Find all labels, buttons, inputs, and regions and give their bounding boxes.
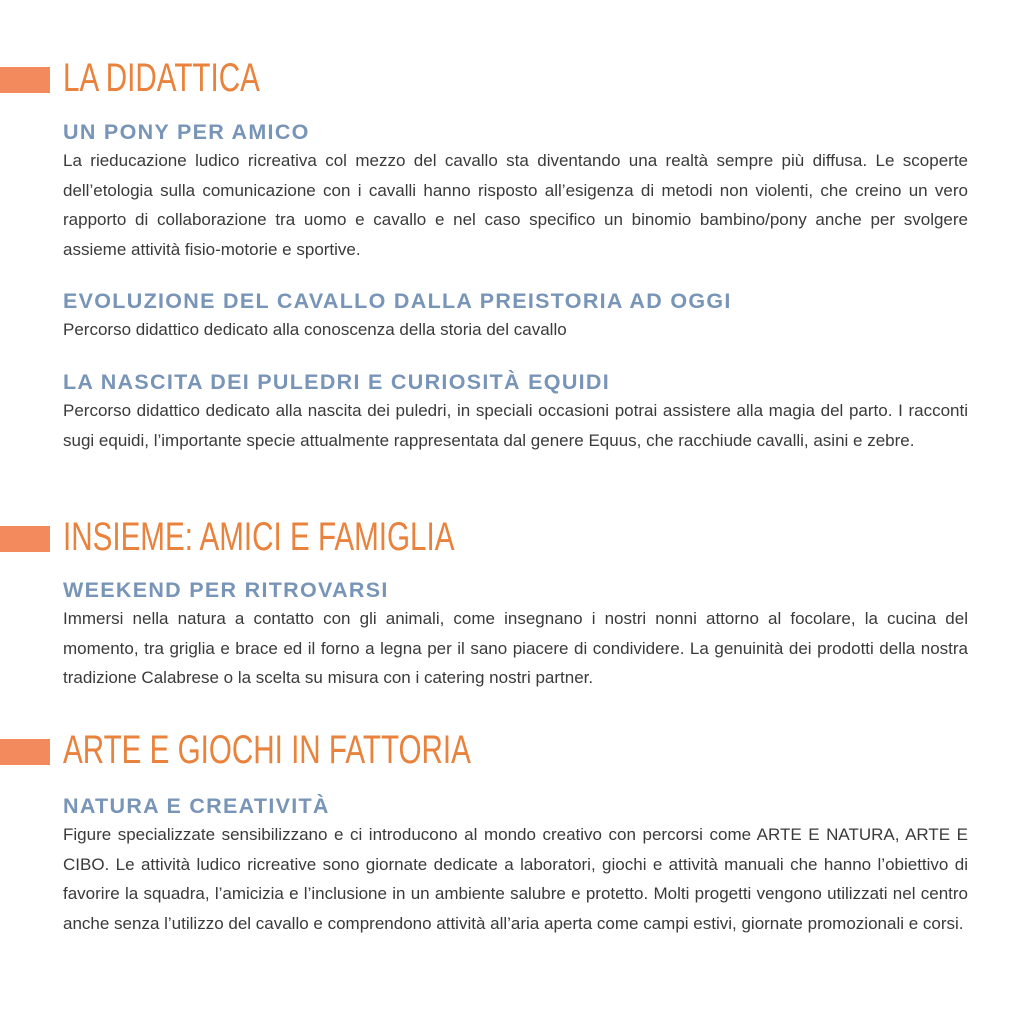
- subsection-text: Immersi nella natura a contatto con gli animali, come insegnano i nostri nonni attorno al focolare, la cucina del momento, tra griglia e brace ed il forno a legna per il sano piacere di condividere. La genuinità dei prodotti della nostra tradizione Calabrese o la scelta su misura con i catering nostri partner.: [63, 609, 968, 687]
- section-header: [0, 55, 1024, 105]
- subsection-title: EVOLUZIONE DEL CAVALLO DALLA PREISTORIA AD OGGI: [63, 289, 732, 313]
- section-arte-e-giochi-in-fattoria: [0, 727, 1024, 777]
- subsection-title: LA NASCITA DEI PULEDRI E CURIOSITÀ EQUIDI: [63, 370, 611, 394]
- subsection-un-pony-per-amico: [63, 118, 968, 264]
- subsection-weekend-per-ritrovarsi: [63, 576, 968, 693]
- section-title: ARTE E GIOCHI IN FATTORIA: [63, 728, 471, 772]
- subsection-la-nascita-dei-puledri: [63, 368, 968, 455]
- section-header: [0, 514, 1024, 564]
- section-la-didattica: [0, 55, 1024, 105]
- section-insieme-amici-e-famiglia: [0, 514, 1024, 564]
- subsection-text: Percorso didattico dedicato alla nascita dei puledri, in speciali occasioni potrai assistere alla magia del parto. I racconti sugi equidi, l’importante specie attualmente rappresentata dal genere Equus, che racchiude cavalli, asini e zebre.: [63, 401, 968, 450]
- subsection-text: Figure specializzate sensibilizzano e ci introducono al mondo creativo con percorsi come ARTE E NATURA, ARTE E CIBO. Le attività ludico ricreative sono giornate dedicate a laboratori, giochi e attività manuali che hanno l’obiettivo di favorire la squadra, l’amicizia e l’inclusione in un ambiente salubre e protetto. Molti progetti vengono utilizzati nel centro anche senza l’utilizzo del cavallo e comprendono attività all’aria aperta come campi estivi, giornate promozionali e corsi.: [63, 825, 968, 933]
- section-marker-bar: [0, 526, 50, 552]
- section-marker-bar: [0, 67, 50, 93]
- subsection-title: UN PONY PER AMICO: [63, 120, 310, 144]
- section-marker-bar: [0, 739, 50, 765]
- subsection-natura-e-creativita: [63, 792, 968, 938]
- section-header: [0, 727, 1024, 777]
- subsection-text: La rieducazione ludico ricreativa col mezzo del cavallo sta diventando una realtà sempre più diffusa. Le scoperte dell’etologia sulla comunicazione con i cavalli hanno risposto all’esigenza di metodi non violenti, che creino un vero rapporto di collaborazione tra uomo e cavallo e nel caso specifico un binomio bambino/pony anche per svolgere assieme attività fisio-motorie e sportive.: [63, 151, 968, 259]
- subsection-evoluzione-del-cavallo: [63, 287, 968, 345]
- subsection-title: NATURA E CREATIVITÀ: [63, 794, 330, 818]
- subsection-text: Percorso didattico dedicato alla conoscenza della storia del cavallo: [63, 320, 567, 339]
- section-title: LA DIDATTICA: [63, 56, 260, 100]
- section-title: INSIEME: AMICI E FAMIGLIA: [63, 515, 455, 559]
- subsection-title: WEEKEND PER RITROVARSI: [63, 578, 389, 602]
